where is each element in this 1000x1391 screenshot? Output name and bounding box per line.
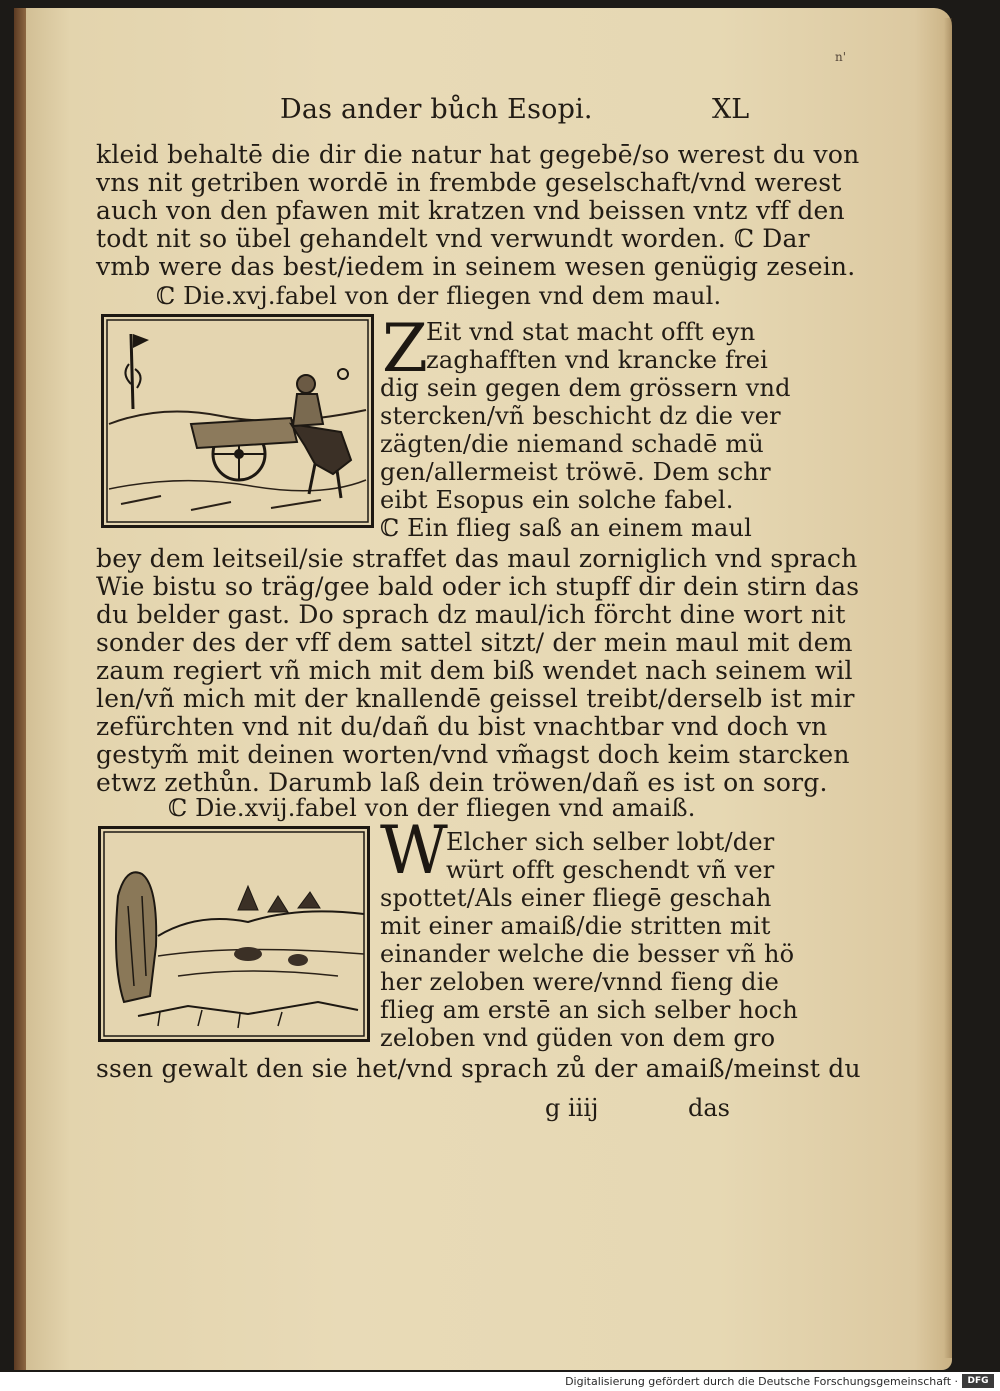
text-line: flieg am erstē an sich selber hoch <box>380 996 798 1024</box>
text-line: dig sein gegen dem grössern vnd <box>380 374 791 402</box>
text-line: einander welche die besser vñ hö <box>380 940 795 968</box>
text-line: bey dem leitseil/sie straffet das maul zorniglich vnd sprach <box>96 544 858 573</box>
text-line: zeloben vnd güden von dem gro <box>380 1024 776 1052</box>
text-line: zägten/die niemand schadē mü <box>380 430 764 458</box>
running-head: Das ander bůch Esopi. <box>280 94 593 125</box>
corner-mark: n' <box>835 50 847 64</box>
text-line: du belder gast. Do sprach dz maul/ich förcht dine wort nit <box>96 600 846 629</box>
woodcut-landscape-image <box>98 826 370 1042</box>
text-line: mit einer amaiß/die stritten mit <box>380 912 771 940</box>
fable-16-heading: ℂ Die.xvj.fabel von der fliegen vnd dem maul. <box>156 282 722 310</box>
text-line: auch von den pfawen mit kratzen vnd beissen vntz vff den <box>96 196 845 225</box>
folio-number: XL <box>712 94 750 125</box>
text-line: len/vñ mich mit der knallendē geissel treibt/derselb ist mir <box>96 684 855 713</box>
text-line: spottet/Als einer fliegē geschah <box>380 884 772 912</box>
text-line: sonder des der vff dem sattel sitzt/ der mein maul mit dem <box>96 628 853 657</box>
text-line: würt offt geschendt vñ ver <box>446 856 775 884</box>
text-line: vns nit getriben wordē in frembde geselschaft/vnd werest <box>96 168 842 197</box>
text-line: stercken/vñ beschicht dz die ver <box>380 402 781 430</box>
signature-mark: g iiij <box>545 1094 599 1122</box>
page-edge-shadow <box>944 18 952 1358</box>
text-line: gen/allermeist tröwē. Dem schr <box>380 458 771 486</box>
text-line: ℂ Ein flieg saß an einem maul <box>380 514 753 542</box>
text-line: her zeloben were/vnnd fieng die <box>380 968 780 996</box>
text-line: gestym̃ mit deinen worten/vnd vm̃agst doch keim starcken <box>96 740 850 769</box>
fable-17-dropcap: W <box>380 812 448 889</box>
text-line: zefürchten vnd nit du/dañ du bist vnachtbar vnd doch vn <box>96 712 828 741</box>
catchword: das <box>688 1094 730 1122</box>
fable-17-heading: ℂ Die.xvij.fabel von der fliegen vnd amaiß. <box>168 794 696 822</box>
woodcut-cart-mule-image <box>101 314 374 528</box>
text-line: zaum regiert vñ mich mit dem biß wendet nach seinem wil <box>96 656 853 685</box>
text-line: Elcher sich selber lobt/der <box>446 828 775 856</box>
text-line: Wie bistu so träg/gee bald oder ich stupff dir dein stirn das <box>96 572 860 601</box>
binding-edge <box>14 8 26 1370</box>
funding-credit: Digitalisierung gefördert durch die Deutsche Forschungsgemeinschaft · <box>565 1375 958 1388</box>
text-line: zaghafften vnd krancke frei <box>426 346 769 374</box>
text-line: eibt Esopus ein solche fabel. <box>380 486 734 514</box>
text-line: Eit vnd stat macht offt eyn <box>426 318 756 346</box>
dfg-logo-icon: DFG <box>962 1374 994 1388</box>
text-line: vmb were das best/iedem in seinem wesen genügig zesein. <box>96 252 856 281</box>
text-line: kleid behaltē die dir die natur hat gegebē/so werest du von <box>96 140 860 169</box>
text-line: ssen gewalt den sie het/vnd sprach zů der amaiß/meinst du <box>96 1054 861 1083</box>
text-line: todt nit so übel gehandelt vnd verwundt worden. ℂ Dar <box>96 224 810 253</box>
text-line: etwz zethůn. Darumb laß dein tröwen/dañ es ist on sorg. <box>96 768 828 797</box>
fable-16-dropcap: Z <box>382 310 428 387</box>
